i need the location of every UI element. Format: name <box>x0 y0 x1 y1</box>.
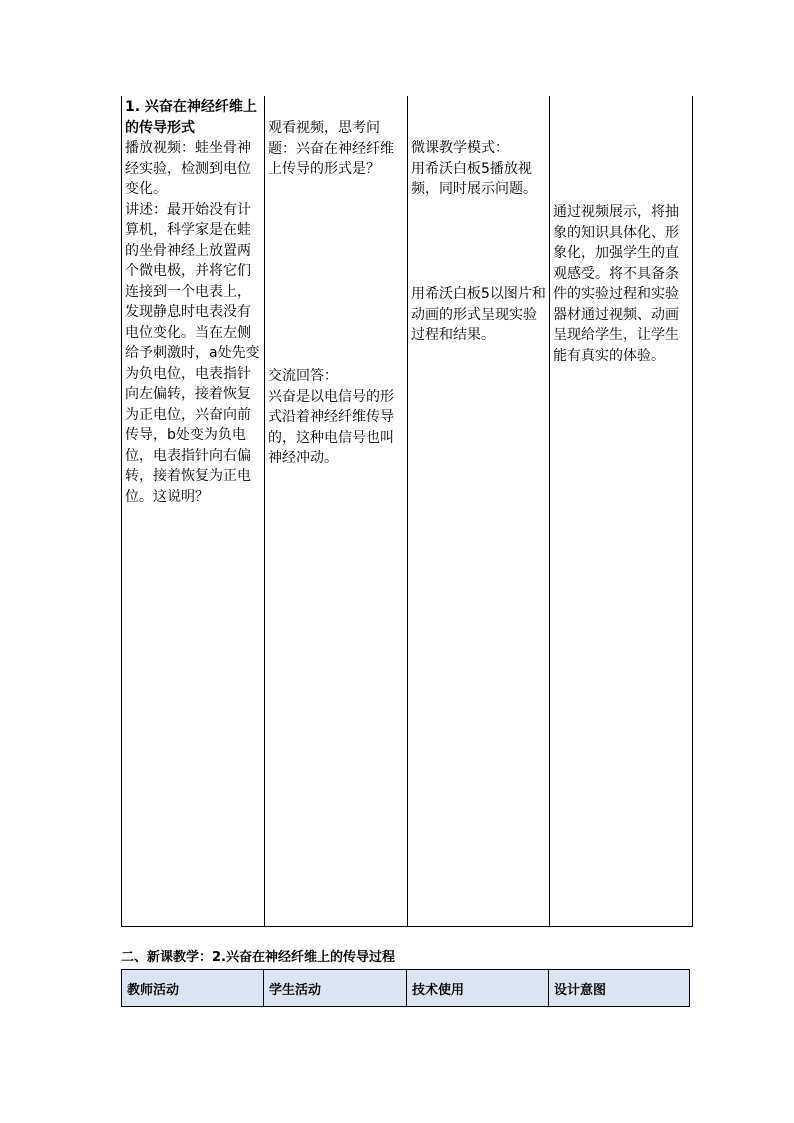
header-technology-use: 技术使用 <box>407 970 549 1007</box>
technology-use-cell <box>408 96 550 927</box>
teacher-section-heading: 1. 兴奋在神经纤维上的传导形式 <box>125 99 257 136</box>
design-intent-text: 通过视频展示，将抽象的知识具体化、形象化，加强学生的直观感受。将不具备条件的实验过程和实验器材通过视频、动画呈现给学生，让学生能有真实的体验。 <box>553 204 679 364</box>
student-watch-text: 观看视频，思考问题：兴奋在神经纤维上传导的形式是？ <box>268 120 394 177</box>
student-activity-cell <box>265 96 408 927</box>
section-title: 二、新课教学：2.兴奋在神经纤维上的传导过程 <box>121 950 395 965</box>
header-row <box>122 970 690 1007</box>
teacher-play-video-text: 播放视频：蛙坐骨神经实验，检测到电位变化。 <box>125 140 251 197</box>
lesson-table <box>121 96 693 927</box>
lesson-row <box>122 96 693 927</box>
student-answer-text: 兴奋是以电信号的形式沿着神经纤维传导的，这种电信号也叫神经冲动。 <box>268 388 394 466</box>
header-design-intent: 设计意图 <box>549 970 690 1007</box>
tech-video-text: 用希沃白板5播放视频，同时展示问题。 <box>411 160 537 197</box>
tech-mode-text: 微课教学模式： <box>411 140 509 156</box>
header-teacher-activity: 教师活动 <box>122 970 264 1007</box>
tech-animation-text: 用希沃白板5以图片和动画的形式呈现实验过程和结果。 <box>411 286 546 343</box>
design-intent-cell <box>550 96 693 927</box>
teacher-activity-cell <box>122 96 265 927</box>
student-answer-label: 交流回答： <box>268 368 338 384</box>
header-student-activity: 学生活动 <box>264 970 407 1007</box>
teacher-lecture-text: 讲述：最开始没有计算机，科学家是在蛙的坐骨神经上放置两个微电极，并将它们连接到一个电表上，发现静息时电表没有电位变化。当在左侧给予刺激时，a处先变为负电位，电表指针向左偏转，接着恢复为正电位，兴奋向前传导，b处变为负电位，电表指针向右偏转，接着恢复为正电位。这说明？ <box>125 201 260 505</box>
column-header-table <box>121 969 690 1007</box>
